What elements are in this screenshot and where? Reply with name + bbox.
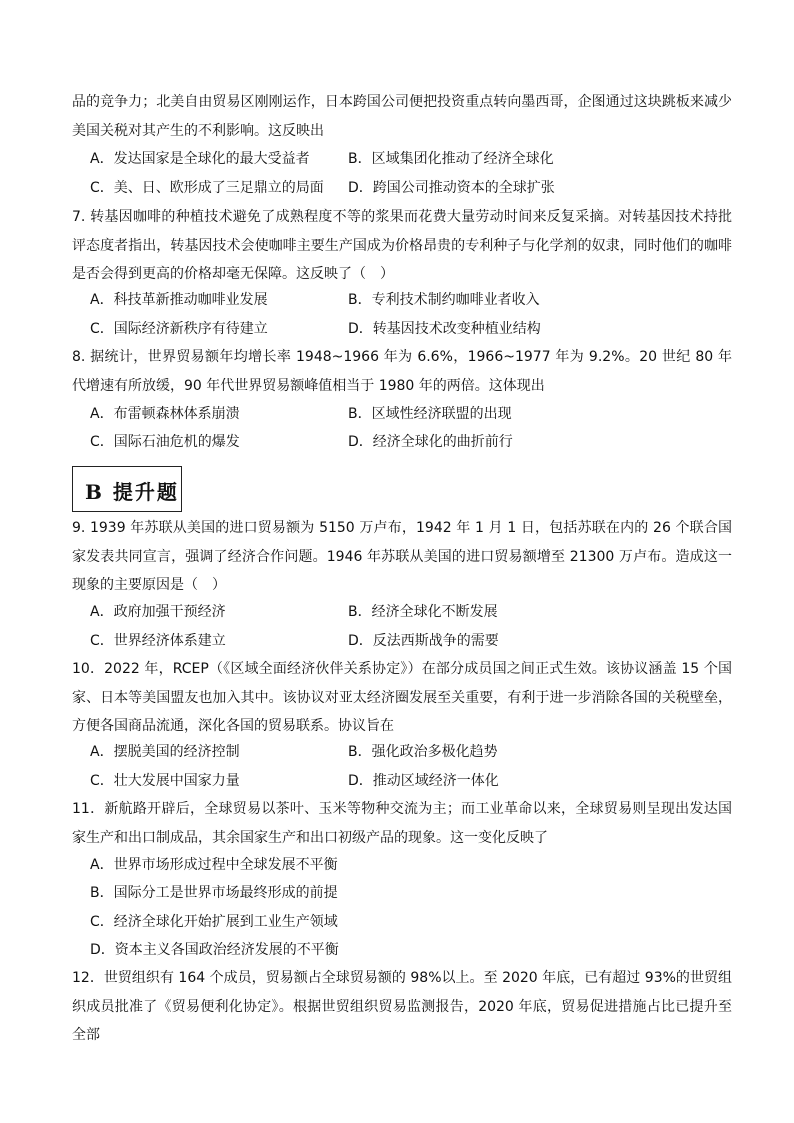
q9-options-row1 — [90, 598, 730, 626]
q8-option-c[interactable]: C．国际石油危机的爆发 — [90, 434, 240, 450]
q10-stem: 10．2022 年，RCEP（《区域全面经济伙伴关系协定》）在部分成员国之间正式生效。该协议涵盖 15 个国家、日本等美国盟友也加入其中。该协议对亚太经济圈发展至关重要，有利于进一步消除各国的关税壁垒，方便各国商品流通，深化各国的贸易联系。协议旨在 — [72, 661, 732, 734]
section-heading: B 提升题 — [85, 480, 179, 504]
q8-stem: 8. 据统计，世界贸易额年均增长率 1948~1966 年为 6.6%，1966~1977 年为 9.2%。20 世纪 80 年代增速有所放缓，90 年代世界贸易额峰值相当于 1980 年的两倍。这体现出 — [72, 349, 732, 394]
q10-option-a[interactable]: A．摆脱美国的经济控制 — [90, 744, 240, 760]
q8-options-row1 — [90, 400, 730, 428]
q9-option-a[interactable]: A．政府加强干预经济 — [90, 604, 226, 620]
q7-option-a[interactable]: A．科技革新推动咖啡业发展 — [90, 292, 268, 308]
q8-option-d[interactable]: D．经济全球化的曲折前行 — [348, 434, 513, 450]
q9-stem: 9. 1939 年苏联从美国的进口贸易额为 5150 万卢布，1942 年 1 月 1 日，包括苏联在内的 26 个联合国家发表共同宣言，强调了经济合作问题。1946 年苏联从美国的进口贸易额增至 21300 万卢布。造成这一现象的主要原因是（ ） — [72, 520, 732, 593]
q11-option-a[interactable]: A．世界市场形成过程中全球发展不平衡 — [90, 857, 338, 873]
q7-options-row2 — [90, 315, 730, 343]
q6-option-d[interactable]: D．跨国公司推动资本的全球扩张 — [348, 180, 555, 196]
q7-options-row1 — [90, 286, 730, 314]
q10-option-b[interactable]: B．强化政治多极化趋势 — [348, 744, 498, 760]
q8-option-a[interactable]: A．布雷顿森林体系崩溃 — [90, 406, 240, 422]
q6-option-b[interactable]: B．区域集团化推动了经济全球化 — [348, 151, 554, 167]
q11-stem: 11．新航路开辟后，全球贸易以茶叶、玉米等物种交流为主；而工业革命以来，全球贸易则呈现出发达国家生产和出口制成品，其余国家生产和出口初级产品的现象。这一变化反映了 — [72, 801, 732, 846]
q8-options-row2 — [90, 428, 730, 456]
q10-option-c[interactable]: C．壮大发展中国家力量 — [90, 773, 240, 789]
q6-option-c[interactable]: C．美、日、欧形成了三足鼎立的局面 — [90, 180, 324, 196]
q9-option-b[interactable]: B．经济全球化不断发展 — [348, 604, 498, 620]
q7-stem: 7. 转基因咖啡的种植技术避免了成熟程度不等的浆果而花费大量劳动时间来反复采摘。对转基因技术持批评态度者指出，转基因技术会使咖啡主要生产国成为价格昂贵的专利种子与化学剂的奴隶，同时他们的咖啡是否会得到更高的价格却毫无保障。这反映了（ ） — [72, 209, 732, 282]
q10-option-d[interactable]: D．推动区域经济一体化 — [348, 773, 499, 789]
q11-option-d[interactable]: D．资本主义各国政治经济发展的不平衡 — [90, 942, 339, 958]
q12-stem: 12．世贸组织有 164 个成员，贸易额占全球贸易额的 98%以上。至 2020 年底，已有超过 93%的世贸组织成员批准了《贸易便利化协定》。根据世贸组织贸易监测报告，2020 年底，贸易促进措施占比已提升至全部 — [72, 970, 732, 1043]
q7-option-c[interactable]: C．国际经济新秩序有待建立 — [90, 321, 268, 337]
q8-option-b[interactable]: B．区域性经济联盟的出现 — [348, 406, 512, 422]
q9-options-row2 — [90, 627, 730, 655]
q6-stem: 品的竞争力；北美自由贸易区刚刚运作，日本跨国公司便把投资重点转向墨西哥，企图通过这块跳板来减少美国关税对其产生的不利影响。这反映出 — [72, 94, 732, 139]
q10-options-row2 — [90, 767, 730, 795]
q6-option-a[interactable]: A．发达国家是全球化的最大受益者 — [90, 151, 310, 167]
q9-option-c[interactable]: C．世界经济体系建立 — [90, 633, 226, 649]
q9-option-d[interactable]: D．反法西斯战争的需要 — [348, 633, 499, 649]
q7-option-d[interactable]: D．转基因技术改变种植业结构 — [348, 321, 541, 337]
q10-options-row1 — [90, 738, 730, 766]
q6-options-row1 — [90, 145, 730, 173]
q11-option-b[interactable]: B．国际分工是世界市场最终形成的前提 — [90, 885, 338, 901]
section-heading-box — [72, 466, 182, 512]
q7-option-b[interactable]: B．专利技术制约咖啡业者收入 — [348, 292, 540, 308]
q11-option-c[interactable]: C．经济全球化开始扩展到工业生产领域 — [90, 914, 338, 930]
q6-options-row2 — [90, 174, 730, 202]
